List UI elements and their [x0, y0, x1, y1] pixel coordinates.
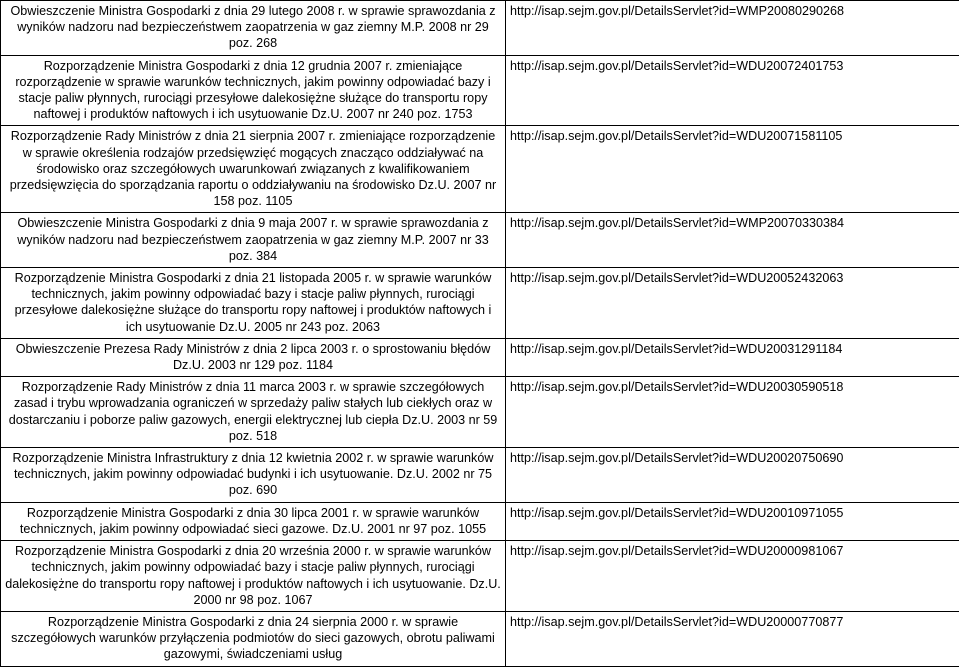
- act-link[interactable]: http://isap.sejm.gov.pl/DetailsServlet?id=WDU20052432063: [506, 268, 959, 339]
- act-description: Obwieszczenie Ministra Gospodarki z dnia 29 lutego 2008 r. w sprawie sprawozdania z wyników nadzoru nad bezpieczeństwem zaopatrzenia w gaz ziemny M.P. 2008 nr 29 poz. 268: [1, 1, 506, 56]
- act-description: Rozporządzenie Ministra Gospodarki z dnia 21 listopada 2005 r. w sprawie warunków technicznych, jakim powinny odpowiadać bazy i stacje paliw płynnych, rurociągi przesyłowe dalekosiężne służące do transportu ropy naftowej i produktów naftowych i ich usytuowanie Dz.U. 2005 nr 243 poz. 2063: [1, 268, 506, 339]
- act-description: Rozporządzenie Rady Ministrów z dnia 11 marca 2003 r. w sprawie szczegółowych zasad i trybu wprowadzania ograniczeń w sprzedaży paliw stałych lub ciekłych oraz w dostarczaniu i poborze paliw gazowych, energii elektrycznej lub ciepła Dz.U. 2003 nr 59 poz. 518: [1, 377, 506, 448]
- act-description: Rozporządzenie Ministra Infrastruktury z dnia 12 kwietnia 2002 r. w sprawie warunków technicznych, jakim powinny odpowiadać budynki i ich usytuowanie. Dz.U. 2002 nr 75 poz. 690: [1, 448, 506, 503]
- act-description: Rozporządzenie Rady Ministrów z dnia 21 sierpnia 2007 r. zmieniające rozporządzenie w sprawie określenia rodzajów przedsięwzięć mogących znacząco oddziaływać na środowisko oraz szczegółowych uwarunkowań związanych z kwalifikowaniem przedsięwzięcia do sporządzania raportu o oddziaływaniu na środowisko Dz.U. 2007 nr 158 poz. 1105: [1, 126, 506, 213]
- act-link[interactable]: http://isap.sejm.gov.pl/DetailsServlet?id=WDU20031291184: [506, 338, 959, 376]
- act-link[interactable]: http://isap.sejm.gov.pl/DetailsServlet?id=WDU20020750690: [506, 448, 959, 503]
- act-link[interactable]: http://isap.sejm.gov.pl/DetailsServlet?id=WDU20030590518: [506, 377, 959, 448]
- table-row: [1, 448, 959, 503]
- act-description: Obwieszczenie Ministra Gospodarki z dnia 9 maja 2007 r. w sprawie sprawozdania z wyników nadzoru nad bezpieczeństwem zaopatrzenia w gaz ziemny M.P. 2007 nr 33 poz. 384: [1, 213, 506, 268]
- act-link[interactable]: http://isap.sejm.gov.pl/DetailsServlet?id=WDU20000770877: [506, 611, 959, 666]
- table-row: [1, 502, 959, 540]
- table-row: [1, 541, 959, 612]
- act-description: Obwieszczenie Prezesa Rady Ministrów z dnia 2 lipca 2003 r. o sprostowaniu błędów Dz.U. 2003 nr 129 poz. 1184: [1, 338, 506, 376]
- act-link[interactable]: http://isap.sejm.gov.pl/DetailsServlet?id=WDU20071581105: [506, 126, 959, 213]
- act-link[interactable]: http://isap.sejm.gov.pl/DetailsServlet?id=WDU20000981067: [506, 541, 959, 612]
- table-row: [1, 1, 959, 56]
- act-description: Rozporządzenie Ministra Gospodarki z dnia 20 września 2000 r. w sprawie warunków technicznych, jakim powinny odpowiadać bazy i stacje paliw płynnych, rurociągi dalekosiężne do transportu ropy naftowej i produktów naftowych i ich usytuowanie. Dz.U. 2000 nr 98 poz. 1067: [1, 541, 506, 612]
- act-link[interactable]: http://isap.sejm.gov.pl/DetailsServlet?id=WDU20072401753: [506, 55, 959, 126]
- act-link[interactable]: http://isap.sejm.gov.pl/DetailsServlet?id=WMP20080290268: [506, 1, 959, 56]
- table-row: [1, 213, 959, 268]
- act-link[interactable]: http://isap.sejm.gov.pl/DetailsServlet?id=WMP20070330384: [506, 213, 959, 268]
- table-row: [1, 377, 959, 448]
- table-row: [1, 268, 959, 339]
- act-description: Rozporządzenie Ministra Gospodarki z dnia 12 grudnia 2007 r. zmieniające rozporządzenie w sprawie warunków technicznych, jakim powinny odpowiadać bazy i stacje paliw płynnych, rurociągi przesyłowe dalekosiężne służące do transportu ropy naftowej i produktów naftowych i ich usytuowanie Dz.U. 2007 nr 240 poz. 1753: [1, 55, 506, 126]
- table-row: [1, 611, 959, 666]
- table-row: [1, 126, 959, 213]
- act-description: Rozporządzenie Ministra Gospodarki z dnia 30 lipca 2001 r. w sprawie warunków technicznych, jakim powinny odpowiadać sieci gazowe. Dz.U. 2001 nr 97 poz. 1055: [1, 502, 506, 540]
- act-link[interactable]: http://isap.sejm.gov.pl/DetailsServlet?id=WDU20010971055: [506, 502, 959, 540]
- table-row: [1, 55, 959, 126]
- act-description: Rozporządzenie Ministra Gospodarki z dnia 24 sierpnia 2000 r. w sprawie szczegółowych warunków przyłączenia podmiotów do sieci gazowych, obrotu paliwami gazowymi, świadczeniami usług: [1, 611, 506, 666]
- table-row: [1, 338, 959, 376]
